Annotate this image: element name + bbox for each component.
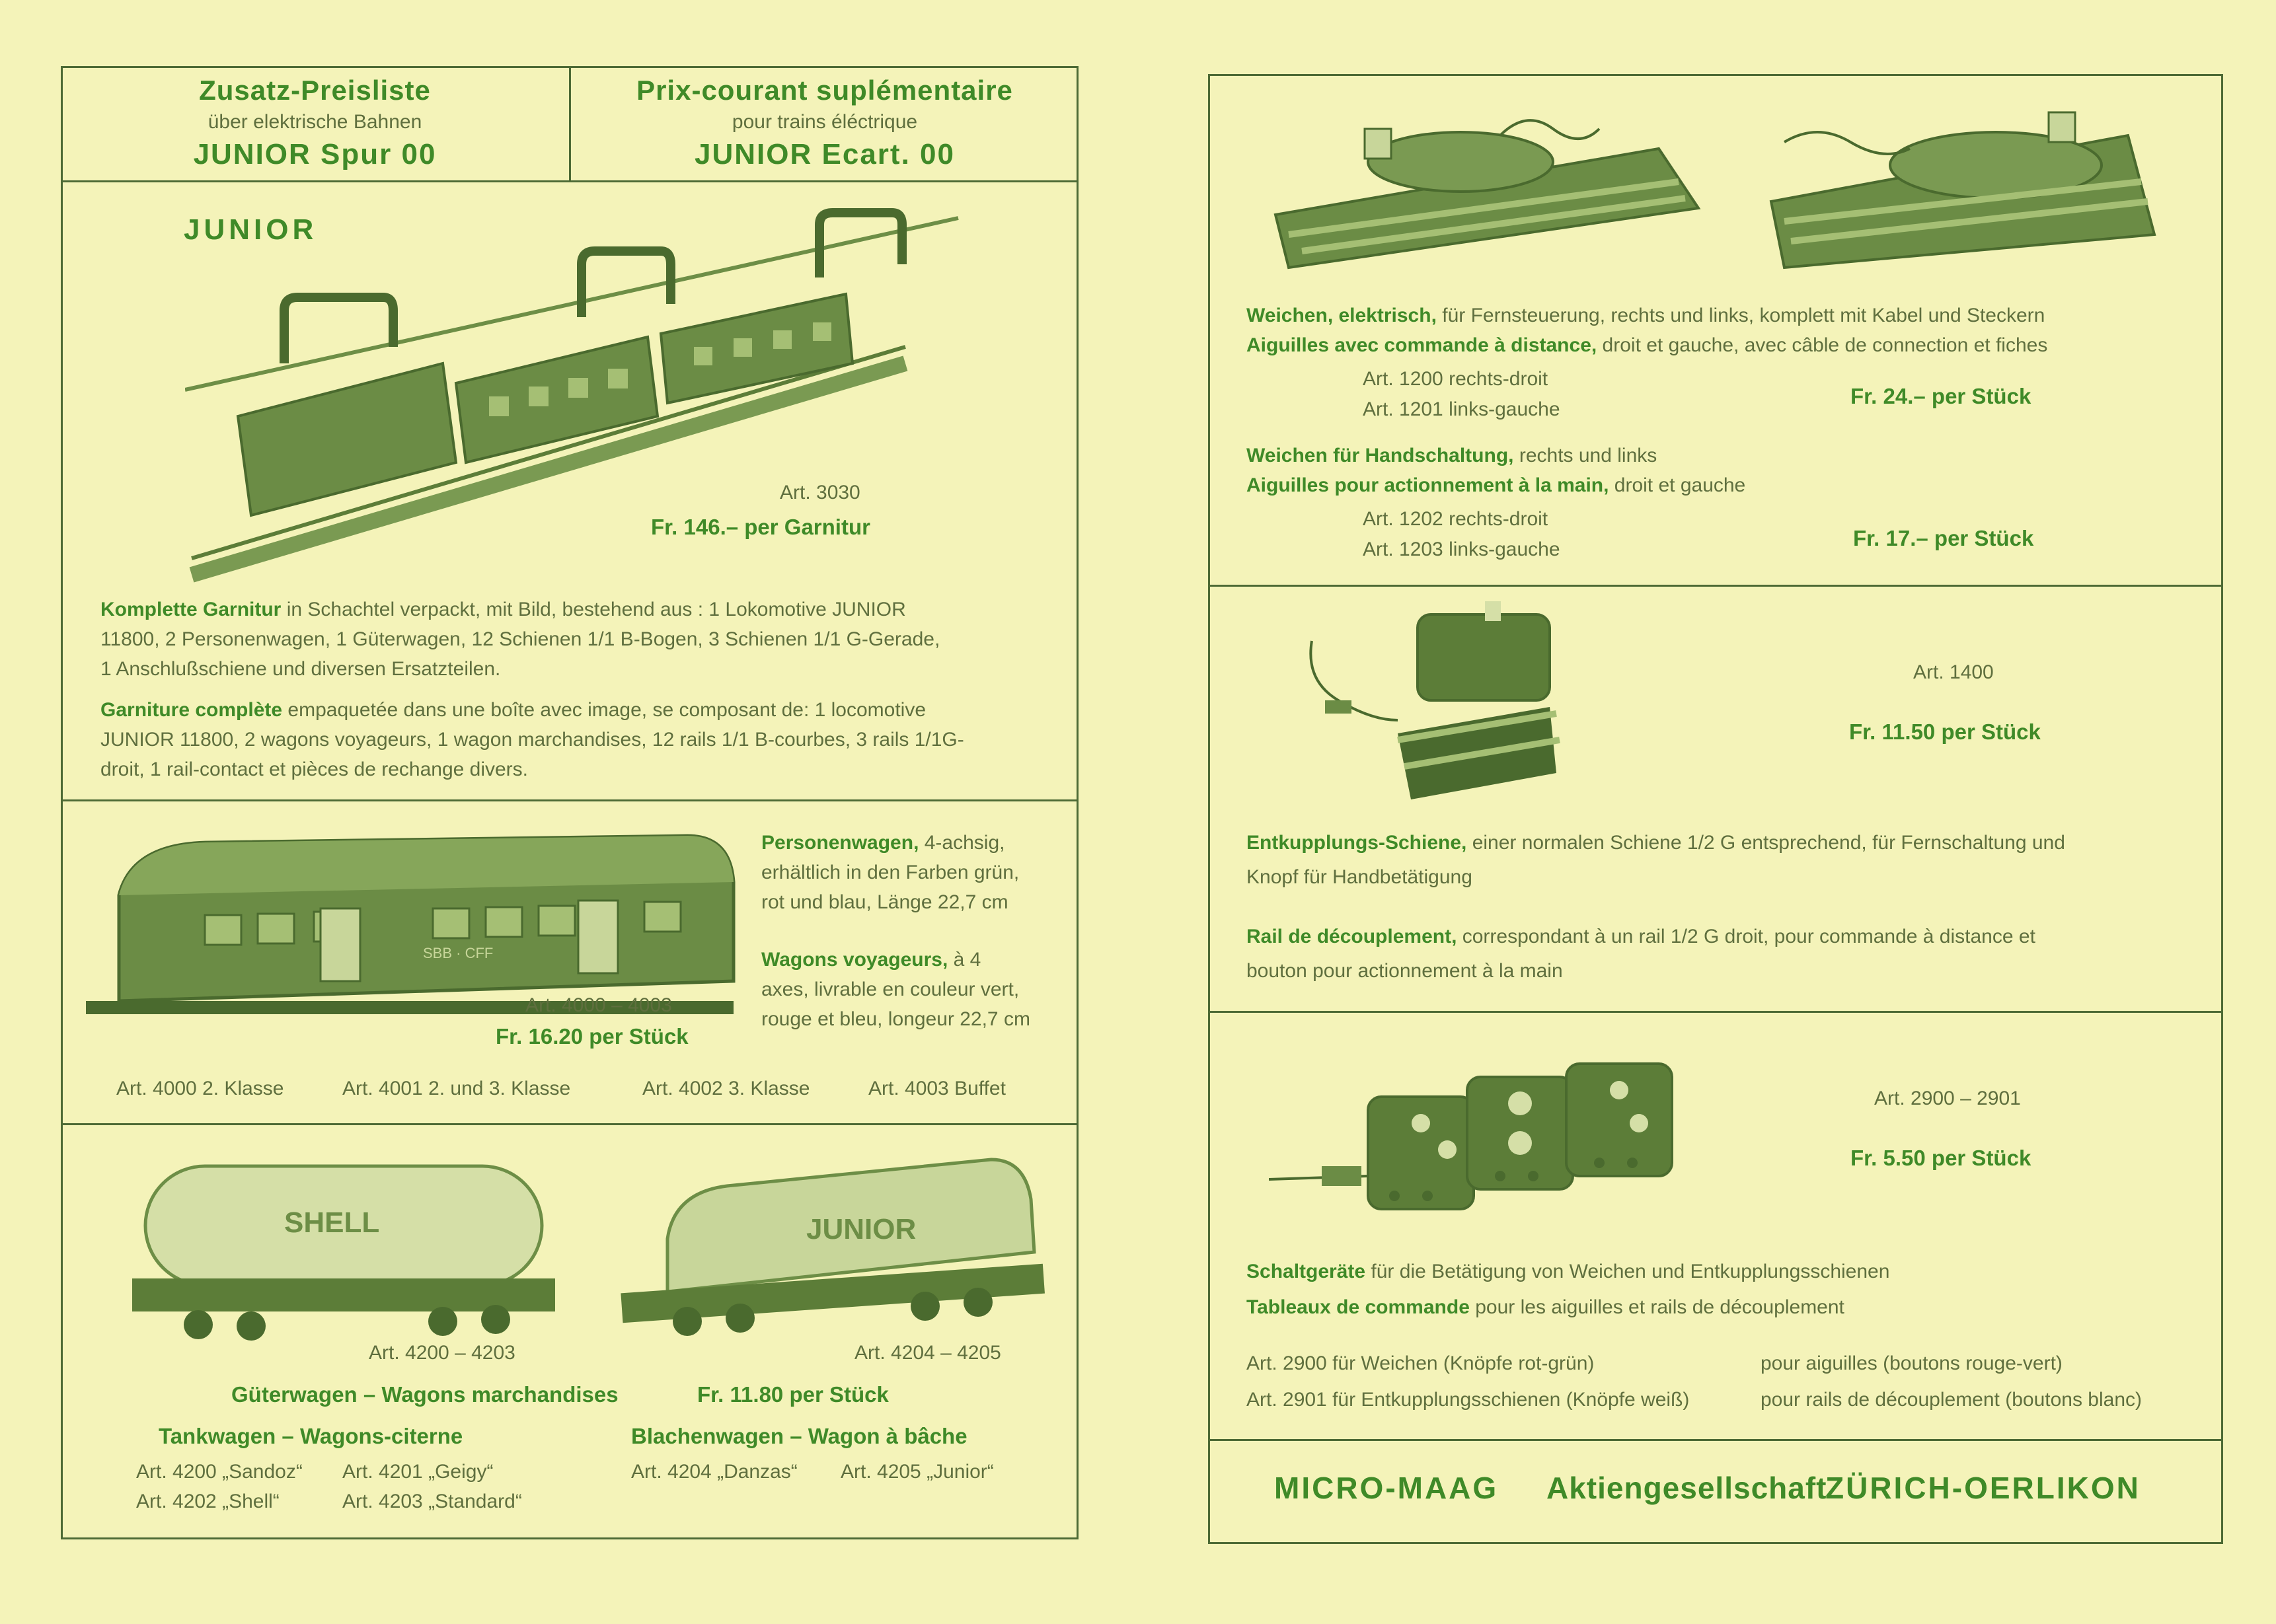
set-fr-text-3: droit, 1 rail-contact et pièces de rechange divers.	[100, 758, 529, 780]
control-fr-text: pour les aiguilles et rails de découplement	[1469, 1296, 1844, 1318]
tank-wagon-photo	[119, 1153, 568, 1351]
coach-fr-l2: axes, livrable en couleur vert,	[761, 978, 1020, 1000]
tank-item-4202: Art. 4202 „Shell“	[136, 1491, 280, 1512]
set-fr-text-1: empaquetée dans une boîte avec image, se composant de: 1 locomotive	[282, 699, 927, 721]
coach-de-l2: erhältlich in den Farben grün,	[761, 862, 1020, 883]
switch-hand-desc	[1246, 441, 2198, 500]
switch-art-1200: Art. 1200 rechts-droit	[1363, 368, 1548, 390]
control-art-number: Art. 2900 – 2901	[1874, 1088, 2021, 1109]
switch-left-photo	[1758, 109, 2181, 281]
set-art-number: Art. 3030	[780, 482, 860, 503]
header-de-title: Zusatz-Preisliste	[199, 75, 431, 106]
set-fr-bold: Garniture complète	[100, 699, 283, 721]
uncoupler-art-number: Art. 1400	[1913, 661, 1994, 683]
header-de-subtitle: über elektrische Bahnen	[208, 111, 422, 133]
header-fr-title: Prix-courant suplémentaire	[636, 75, 1013, 106]
tank-heading: Tankwagen – Wagons-citerne	[159, 1424, 463, 1448]
tank-item-4201: Art. 4201 „Geigy“	[342, 1461, 494, 1483]
uncoupler-de-l1: einer normalen Schiene 1/2 G entsprechend, für Fernschaltung und	[1466, 832, 2065, 854]
tank-text: SHELL	[284, 1206, 380, 1239]
freight-heading: Güterwagen – Wagons marchandises	[231, 1382, 619, 1407]
switch-art-1202: Art. 1202 rechts-droit	[1363, 508, 1548, 530]
control-price: Fr. 5.50 per Stück	[1850, 1146, 2031, 1170]
set-de-text-3: 1 Anschlußschiene und diversen Ersatzteilen.	[100, 658, 501, 680]
coach-variant-4: Art. 4003 Buffet	[868, 1078, 1006, 1099]
switch-hand-de-bold: Weichen für Handschaltung,	[1246, 445, 1514, 466]
set-label: JUNIOR	[184, 213, 318, 246]
tarp-text: JUNIOR	[806, 1213, 917, 1245]
uncoupler-desc-de	[1246, 826, 2198, 895]
right-divider-3	[1208, 1439, 2223, 1441]
control-de-bold: Schaltgeräte	[1246, 1261, 1366, 1282]
coach-fr-l1: à 4	[948, 949, 981, 971]
coach-price: Fr. 16.20 per Stück	[496, 1024, 689, 1049]
control-item-2901-de: Art. 2901 für Entkupplungsschienen (Knöpfe weiß)	[1246, 1389, 1690, 1411]
freight-price: Fr. 11.80 per Stück	[697, 1382, 889, 1407]
coach-de-l1: 4-achsig,	[919, 832, 1005, 854]
uncoupler-desc-fr	[1246, 920, 2198, 988]
coach-de-l3: rot und blau, Länge 22,7 cm	[761, 891, 1008, 913]
coach-description-de	[761, 828, 1045, 917]
coach-fr-bold: Wagons voyageurs,	[761, 949, 948, 971]
coach-side-text: SBB · CFF	[423, 945, 494, 961]
switch-hand-fr-bold: Aiguilles pour actionnement à la main,	[1246, 474, 1609, 496]
switch-hand-de-text: rechts und links	[1513, 445, 1657, 466]
switch-right-photo	[1249, 109, 1712, 294]
coach-variant-1: Art. 4000 2. Klasse	[116, 1078, 284, 1099]
switch-electric-desc	[1246, 301, 2198, 360]
uncoupler-fr-l1: correspondant à un rail 1/2 G droit, pour commande à distance et	[1457, 926, 2035, 947]
tank-item-4200: Art. 4200 „Sandoz“	[136, 1461, 303, 1483]
set-fr-text-2: JUNIOR 11800, 2 wagons voyageurs, 1 wagon marchandises, 12 rails 1/1 B-courbes, 3 rails 1/1G-	[100, 729, 964, 751]
switch-el-de-text: für Fernsteuerung, rechts und links, komplett mit Kabel und Steckern	[1436, 305, 2045, 326]
switch-art-1201: Art. 1201 links-gauche	[1363, 398, 1560, 420]
uncoupling-rail-photo	[1299, 601, 1563, 806]
section-divider-2	[61, 1123, 1079, 1125]
section-divider-1	[61, 799, 1079, 801]
tank-art-number: Art. 4200 – 4203	[369, 1342, 515, 1364]
coach-variant-3: Art. 4002 3. Klasse	[642, 1078, 810, 1099]
coach-variant-2: Art. 4001 2. und 3. Klasse	[342, 1078, 571, 1099]
control-item-2900-fr: pour aiguilles (boutons rouge-vert)	[1761, 1352, 2063, 1374]
footer-company: MICRO-MAAG	[1274, 1471, 1499, 1505]
footer-place: ZÜRICH-OERLIKON	[1825, 1471, 2141, 1505]
coach-fr-l3: rouge et bleu, longeur 22,7 cm	[761, 1008, 1030, 1030]
control-desc	[1246, 1254, 2198, 1325]
coach-art-number: Art. 4000 – 4003	[525, 994, 672, 1016]
right-divider-2	[1208, 1011, 2223, 1013]
control-fr-bold: Tableaux de commande	[1246, 1296, 1470, 1318]
header-fr-subtitle: pour trains éléctrique	[732, 111, 918, 133]
header-fr-product: JUNIOR Ecart. 00	[695, 138, 955, 170]
uncoupler-fr-l2: bouton pour actionnement à la main	[1246, 960, 1563, 982]
uncoupler-de-l2: Knopf für Handbetätigung	[1246, 866, 1472, 888]
control-item-2901-fr: pour rails de découplement (boutons blanc)	[1761, 1389, 2143, 1411]
uncoupler-de-bold: Entkupplungs-Schiene,	[1246, 832, 1467, 854]
coach-description-fr	[761, 945, 1045, 1034]
header-de-product: JUNIOR Spur 00	[193, 138, 437, 170]
uncoupler-price: Fr. 11.50 per Stück	[1849, 720, 2041, 744]
tarp-item-4205: Art. 4205 „Junior“	[841, 1461, 994, 1483]
tank-item-4203: Art. 4203 „Standard“	[342, 1491, 522, 1512]
switch-el-de-bold: Weichen, elektrisch,	[1246, 305, 1437, 326]
tarp-wagon-photo	[595, 1153, 1071, 1345]
set-de-bold: Komplette Garnitur	[100, 599, 282, 620]
footer-type: Aktiengesellschaft	[1546, 1471, 1827, 1505]
set-description-de	[100, 595, 1045, 684]
coach-de-bold: Personenwagen,	[761, 832, 919, 854]
set-description-fr	[100, 695, 1045, 784]
switch-art-1203: Art. 1203 links-gauche	[1363, 538, 1560, 560]
set-de-text-1: in Schachtel verpackt, mit Bild, bestehend aus : 1 Lokomotive JUNIOR	[281, 599, 906, 620]
tarp-heading: Blachenwagen – Wagon à bâche	[631, 1424, 967, 1448]
control-item-2900-de: Art. 2900 für Weichen (Knöpfe rot-grün)	[1246, 1352, 1595, 1374]
control-de-text: für die Betätigung von Weichen und Entkupplungsschienen	[1365, 1261, 1890, 1282]
right-divider-1	[1208, 585, 2223, 587]
switch-el-fr-text: droit et gauche, avec câble de connection et fiches	[1597, 334, 2048, 356]
switch-hand-fr-text: droit et gauche	[1609, 474, 1746, 496]
switch-electric-price: Fr. 24.– per Stück	[1850, 384, 2031, 408]
uncoupler-fr-bold: Rail de découplement,	[1246, 926, 1457, 947]
tarp-item-4204: Art. 4204 „Danzas“	[631, 1461, 798, 1483]
header-divider	[61, 180, 1079, 182]
switch-el-fr-bold: Aiguilles avec commande à distance,	[1246, 334, 1597, 356]
tarp-art-number: Art. 4204 – 4205	[854, 1342, 1001, 1364]
control-unit-photo	[1269, 1057, 1705, 1216]
set-de-text-2: 11800, 2 Personenwagen, 1 Güterwagen, 12 Schienen 1/1 B-Bogen, 3 Schienen 1/1 G-Gerade,	[100, 628, 940, 650]
set-price: Fr. 146.– per Garnitur	[651, 515, 870, 539]
switch-hand-price: Fr. 17.– per Stück	[1853, 526, 2034, 550]
